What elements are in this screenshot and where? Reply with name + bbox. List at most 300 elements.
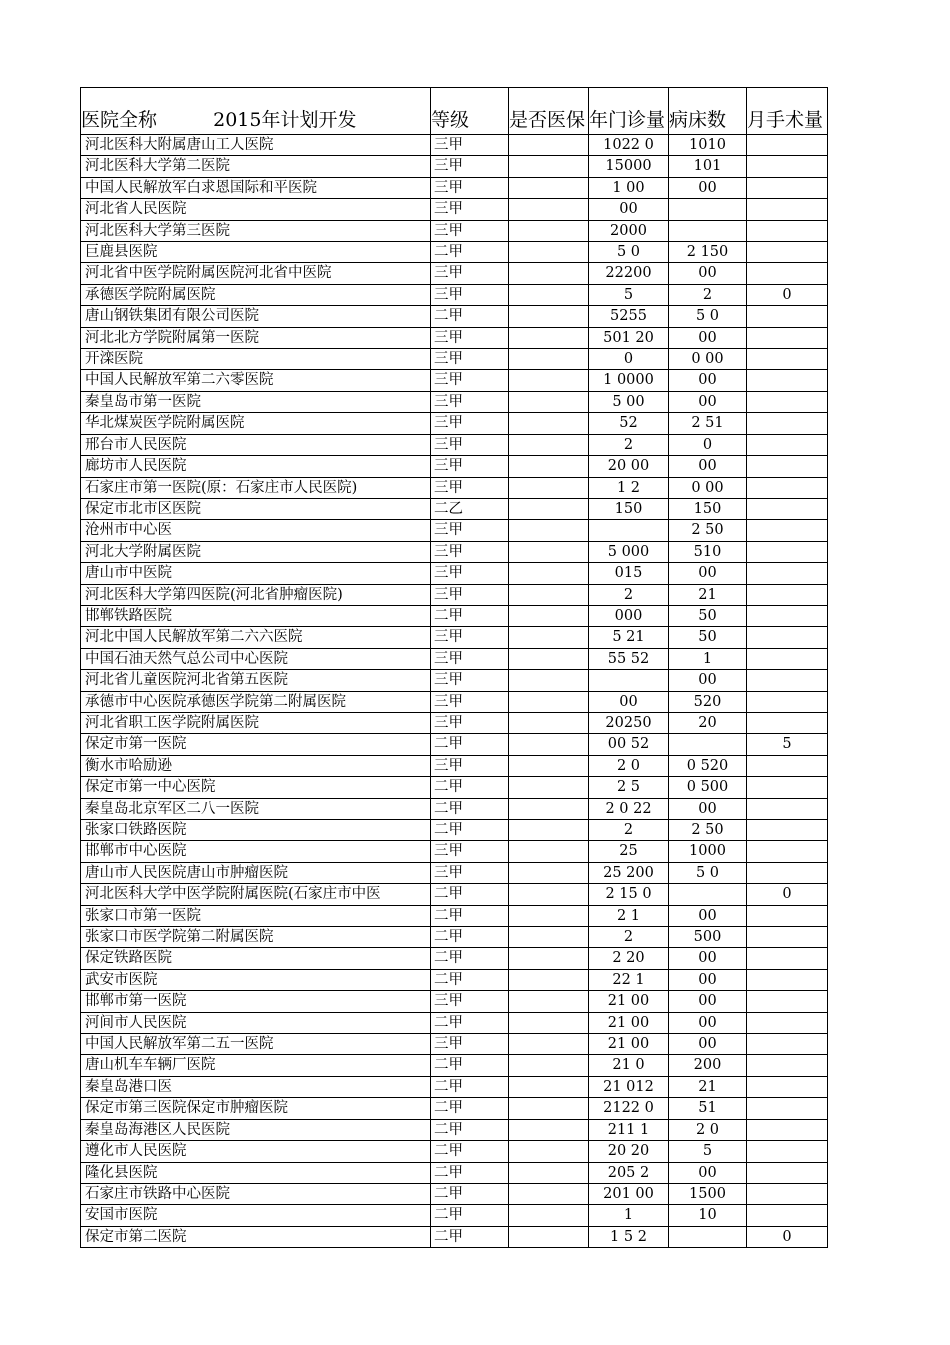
cell-hospital-name[interactable]: 河北省儿童医院河北省第五医院 — [81, 670, 431, 691]
cell-hospital-name[interactable]: 保定市第一医院 — [81, 734, 431, 755]
cell-hospital-name[interactable]: 安国市医院 — [81, 1205, 431, 1226]
cell-grade[interactable]: 三甲 — [431, 199, 509, 220]
cell-beds[interactable]: 00 — [669, 1162, 747, 1183]
cell-outpatient[interactable]: 1022 0 — [589, 135, 669, 156]
cell-outpatient[interactable]: 55 52 — [589, 648, 669, 669]
cell-surgery[interactable] — [747, 434, 828, 455]
cell-grade[interactable]: 三甲 — [431, 691, 509, 712]
cell-beds[interactable]: 50 — [669, 627, 747, 648]
cell-beds[interactable]: 500 — [669, 927, 747, 948]
cell-beds[interactable]: 00 — [669, 263, 747, 284]
cell-beds[interactable]: 00 — [669, 969, 747, 990]
cell-grade[interactable]: 二甲 — [431, 306, 509, 327]
cell-insurance[interactable] — [509, 563, 589, 584]
cell-hospital-name[interactable]: 开滦医院 — [81, 349, 431, 370]
cell-insurance[interactable] — [509, 605, 589, 626]
cell-outpatient[interactable]: 2 — [589, 584, 669, 605]
cell-beds[interactable]: 0 500 — [669, 777, 747, 798]
cell-beds[interactable] — [669, 199, 747, 220]
cell-outpatient[interactable]: 21 00 — [589, 1034, 669, 1055]
cell-surgery[interactable] — [747, 670, 828, 691]
cell-grade[interactable]: 三甲 — [431, 991, 509, 1012]
cell-insurance[interactable] — [509, 456, 589, 477]
cell-beds[interactable]: 5 — [669, 1141, 747, 1162]
cell-grade[interactable]: 二甲 — [431, 777, 509, 798]
cell-beds[interactable] — [669, 734, 747, 755]
cell-beds[interactable]: 1 — [669, 648, 747, 669]
cell-surgery[interactable] — [747, 820, 828, 841]
cell-beds[interactable]: 00 — [669, 1034, 747, 1055]
cell-surgery[interactable] — [747, 969, 828, 990]
cell-grade[interactable]: 二甲 — [431, 969, 509, 990]
cell-grade[interactable]: 二甲 — [431, 734, 509, 755]
cell-outpatient[interactable]: 501 20 — [589, 327, 669, 348]
cell-beds[interactable]: 2 51 — [669, 413, 747, 434]
cell-hospital-name[interactable]: 保定市第二医院 — [81, 1226, 431, 1247]
cell-beds[interactable]: 00 — [669, 563, 747, 584]
cell-surgery[interactable] — [747, 991, 828, 1012]
cell-beds[interactable]: 1000 — [669, 841, 747, 862]
cell-surgery[interactable] — [747, 1076, 828, 1097]
cell-insurance[interactable] — [509, 1012, 589, 1033]
cell-outpatient[interactable]: 150 — [589, 498, 669, 519]
cell-insurance[interactable] — [509, 648, 589, 669]
cell-outpatient[interactable]: 1 5 2 — [589, 1226, 669, 1247]
cell-insurance[interactable] — [509, 370, 589, 391]
cell-hospital-name[interactable]: 邢台市人民医院 — [81, 434, 431, 455]
cell-insurance[interactable] — [509, 306, 589, 327]
cell-insurance[interactable] — [509, 263, 589, 284]
cell-hospital-name[interactable]: 唐山机车车辆厂医院 — [81, 1055, 431, 1076]
cell-grade[interactable]: 二甲 — [431, 242, 509, 263]
cell-hospital-name[interactable]: 石家庄市铁路中心医院 — [81, 1183, 431, 1204]
cell-insurance[interactable] — [509, 927, 589, 948]
cell-beds[interactable]: 0 00 — [669, 477, 747, 498]
cell-surgery[interactable] — [747, 948, 828, 969]
cell-beds[interactable]: 21 — [669, 1076, 747, 1097]
cell-hospital-name[interactable]: 河北北方学院附属第一医院 — [81, 327, 431, 348]
cell-grade[interactable]: 二甲 — [431, 605, 509, 626]
cell-grade[interactable]: 三甲 — [431, 670, 509, 691]
cell-surgery[interactable] — [747, 755, 828, 776]
cell-grade[interactable]: 二甲 — [431, 1055, 509, 1076]
cell-outpatient[interactable]: 2 5 — [589, 777, 669, 798]
cell-hospital-name[interactable]: 中国人民解放军第二六零医院 — [81, 370, 431, 391]
cell-outpatient[interactable]: 00 — [589, 199, 669, 220]
cell-outpatient[interactable]: 5 21 — [589, 627, 669, 648]
cell-surgery[interactable] — [747, 1098, 828, 1119]
cell-beds[interactable]: 101 — [669, 156, 747, 177]
cell-outpatient[interactable]: 2 — [589, 820, 669, 841]
cell-insurance[interactable] — [509, 584, 589, 605]
cell-insurance[interactable] — [509, 520, 589, 541]
cell-grade[interactable]: 二乙 — [431, 498, 509, 519]
cell-outpatient[interactable]: 015 — [589, 563, 669, 584]
cell-beds[interactable]: 1500 — [669, 1183, 747, 1204]
cell-hospital-name[interactable]: 唐山市人民医院唐山市肿瘤医院 — [81, 862, 431, 883]
cell-grade[interactable]: 三甲 — [431, 541, 509, 562]
cell-surgery[interactable] — [747, 862, 828, 883]
cell-insurance[interactable] — [509, 349, 589, 370]
cell-beds[interactable]: 200 — [669, 1055, 747, 1076]
cell-hospital-name[interactable]: 华北煤炭医学院附属医院 — [81, 413, 431, 434]
cell-grade[interactable]: 二甲 — [431, 820, 509, 841]
cell-surgery[interactable] — [747, 370, 828, 391]
cell-grade[interactable]: 二甲 — [431, 1012, 509, 1033]
cell-insurance[interactable] — [509, 969, 589, 990]
header-insurance[interactable] — [509, 88, 589, 135]
cell-beds[interactable] — [669, 220, 747, 241]
cell-surgery[interactable] — [747, 563, 828, 584]
cell-hospital-name[interactable]: 保定市第三医院保定市肿瘤医院 — [81, 1098, 431, 1119]
cell-hospital-name[interactable]: 秦皇岛北京军区二八一医院 — [81, 798, 431, 819]
cell-grade[interactable]: 三甲 — [431, 520, 509, 541]
cell-hospital-name[interactable]: 廊坊市人民医院 — [81, 456, 431, 477]
cell-beds[interactable]: 00 — [669, 370, 747, 391]
cell-outpatient[interactable]: 1 00 — [589, 177, 669, 198]
cell-outpatient[interactable]: 2 — [589, 434, 669, 455]
cell-insurance[interactable] — [509, 777, 589, 798]
cell-hospital-name[interactable]: 河北省中医学院附属医院河北省中医院 — [81, 263, 431, 284]
cell-surgery[interactable] — [747, 306, 828, 327]
cell-insurance[interactable] — [509, 670, 589, 691]
cell-grade[interactable]: 三甲 — [431, 627, 509, 648]
cell-beds[interactable]: 20 — [669, 712, 747, 733]
cell-hospital-name[interactable]: 河北医科大学第二医院 — [81, 156, 431, 177]
cell-grade[interactable]: 三甲 — [431, 177, 509, 198]
cell-hospital-name[interactable]: 中国人民解放军白求恩国际和平医院 — [81, 177, 431, 198]
cell-hospital-name[interactable]: 河北医科大学第四医院(河北省肿瘤医院) — [81, 584, 431, 605]
cell-surgery[interactable] — [747, 1141, 828, 1162]
cell-outpatient[interactable]: 2 0 22 — [589, 798, 669, 819]
cell-outpatient[interactable]: 201 00 — [589, 1183, 669, 1204]
cell-insurance[interactable] — [509, 1076, 589, 1097]
cell-surgery[interactable] — [747, 1012, 828, 1033]
cell-surgery[interactable] — [747, 498, 828, 519]
cell-hospital-name[interactable]: 保定市第一中心医院 — [81, 777, 431, 798]
cell-beds[interactable]: 00 — [669, 905, 747, 926]
cell-insurance[interactable] — [509, 841, 589, 862]
cell-surgery[interactable] — [747, 520, 828, 541]
cell-beds[interactable]: 00 — [669, 670, 747, 691]
cell-beds[interactable]: 00 — [669, 1012, 747, 1033]
cell-grade[interactable]: 三甲 — [431, 712, 509, 733]
cell-insurance[interactable] — [509, 1098, 589, 1119]
cell-hospital-name[interactable]: 武安市医院 — [81, 969, 431, 990]
cell-outpatient[interactable]: 22200 — [589, 263, 669, 284]
cell-outpatient[interactable]: 00 — [589, 691, 669, 712]
cell-surgery[interactable] — [747, 541, 828, 562]
cell-outpatient[interactable]: 21 012 — [589, 1076, 669, 1097]
cell-beds[interactable]: 2 150 — [669, 242, 747, 263]
cell-grade[interactable]: 二甲 — [431, 1226, 509, 1247]
cell-hospital-name[interactable]: 遵化市人民医院 — [81, 1141, 431, 1162]
cell-surgery[interactable] — [747, 391, 828, 412]
cell-beds[interactable]: 2 50 — [669, 520, 747, 541]
cell-beds[interactable]: 520 — [669, 691, 747, 712]
cell-hospital-name[interactable]: 河北省职工医学院附属医院 — [81, 712, 431, 733]
cell-beds[interactable]: 50 — [669, 605, 747, 626]
cell-grade[interactable]: 二甲 — [431, 905, 509, 926]
cell-grade[interactable]: 三甲 — [431, 327, 509, 348]
cell-outpatient[interactable]: 2 20 — [589, 948, 669, 969]
cell-grade[interactable]: 三甲 — [431, 413, 509, 434]
cell-outpatient[interactable]: 21 00 — [589, 991, 669, 1012]
header-outpatient[interactable] — [589, 88, 669, 135]
cell-hospital-name[interactable]: 唐山市中医院 — [81, 563, 431, 584]
cell-surgery[interactable] — [747, 1162, 828, 1183]
cell-insurance[interactable] — [509, 1119, 589, 1140]
cell-insurance[interactable] — [509, 905, 589, 926]
cell-hospital-name[interactable]: 秦皇岛港口医 — [81, 1076, 431, 1097]
cell-outpatient[interactable]: 2 0 — [589, 755, 669, 776]
cell-hospital-name[interactable]: 张家口铁路医院 — [81, 820, 431, 841]
cell-outpatient[interactable]: 1 — [589, 1205, 669, 1226]
cell-beds[interactable]: 10 — [669, 1205, 747, 1226]
cell-grade[interactable]: 二甲 — [431, 927, 509, 948]
cell-surgery[interactable] — [747, 263, 828, 284]
cell-outpatient[interactable]: 2 15 0 — [589, 884, 669, 905]
cell-beds[interactable]: 5 0 — [669, 306, 747, 327]
cell-insurance[interactable] — [509, 135, 589, 156]
header-grade[interactable] — [431, 88, 509, 135]
cell-insurance[interactable] — [509, 156, 589, 177]
cell-beds[interactable]: 2 0 — [669, 1119, 747, 1140]
cell-hospital-name[interactable]: 张家口市医学院第二附属医院 — [81, 927, 431, 948]
cell-hospital-name[interactable]: 河北省人民医院 — [81, 199, 431, 220]
cell-surgery[interactable] — [747, 327, 828, 348]
cell-insurance[interactable] — [509, 884, 589, 905]
cell-hospital-name[interactable]: 石家庄市第一医院(原：石家庄市人民医院) — [81, 477, 431, 498]
cell-insurance[interactable] — [509, 1205, 589, 1226]
cell-outpatient[interactable]: 205 2 — [589, 1162, 669, 1183]
cell-insurance[interactable] — [509, 820, 589, 841]
cell-outpatient[interactable] — [589, 670, 669, 691]
cell-grade[interactable]: 三甲 — [431, 1034, 509, 1055]
cell-insurance[interactable] — [509, 327, 589, 348]
cell-hospital-name[interactable]: 邯郸市第一医院 — [81, 991, 431, 1012]
cell-beds[interactable]: 150 — [669, 498, 747, 519]
cell-grade[interactable]: 三甲 — [431, 648, 509, 669]
cell-outpatient[interactable]: 2000 — [589, 220, 669, 241]
cell-hospital-name[interactable]: 承德医学院附属医院 — [81, 284, 431, 305]
cell-insurance[interactable] — [509, 177, 589, 198]
cell-beds[interactable]: 2 — [669, 284, 747, 305]
cell-outpatient[interactable]: 5 00 — [589, 391, 669, 412]
cell-outpatient[interactable]: 2 — [589, 927, 669, 948]
cell-outpatient[interactable]: 5 0 — [589, 242, 669, 263]
cell-insurance[interactable] — [509, 284, 589, 305]
cell-hospital-name[interactable]: 巨鹿县医院 — [81, 242, 431, 263]
cell-surgery[interactable] — [747, 349, 828, 370]
cell-hospital-name[interactable]: 隆化县医院 — [81, 1162, 431, 1183]
cell-surgery[interactable] — [747, 242, 828, 263]
cell-grade[interactable]: 三甲 — [431, 862, 509, 883]
cell-hospital-name[interactable]: 唐山钢铁集团有限公司医院 — [81, 306, 431, 327]
cell-beds[interactable]: 0 520 — [669, 755, 747, 776]
cell-grade[interactable]: 三甲 — [431, 370, 509, 391]
cell-hospital-name[interactable]: 保定铁路医院 — [81, 948, 431, 969]
cell-grade[interactable]: 二甲 — [431, 1205, 509, 1226]
cell-outpatient[interactable]: 20 00 — [589, 456, 669, 477]
cell-surgery[interactable]: 0 — [747, 1226, 828, 1247]
cell-outpatient[interactable]: 52 — [589, 413, 669, 434]
cell-surgery[interactable] — [747, 841, 828, 862]
cell-surgery[interactable] — [747, 584, 828, 605]
cell-surgery[interactable] — [747, 777, 828, 798]
cell-grade[interactable]: 三甲 — [431, 156, 509, 177]
cell-hospital-name[interactable]: 秦皇岛市第一医院 — [81, 391, 431, 412]
cell-beds[interactable]: 00 — [669, 948, 747, 969]
cell-hospital-name[interactable]: 河北中国人民解放军第二六六医院 — [81, 627, 431, 648]
cell-beds[interactable] — [669, 1226, 747, 1247]
cell-surgery[interactable]: 0 — [747, 284, 828, 305]
cell-surgery[interactable] — [747, 1034, 828, 1055]
header-beds[interactable] — [669, 88, 747, 135]
cell-outpatient[interactable]: 00 52 — [589, 734, 669, 755]
cell-outpatient[interactable]: 5255 — [589, 306, 669, 327]
cell-grade[interactable]: 二甲 — [431, 1162, 509, 1183]
cell-insurance[interactable] — [509, 199, 589, 220]
cell-insurance[interactable] — [509, 242, 589, 263]
cell-outpatient[interactable]: 0 — [589, 349, 669, 370]
cell-insurance[interactable] — [509, 541, 589, 562]
cell-outpatient[interactable]: 000 — [589, 605, 669, 626]
cell-beds[interactable]: 00 — [669, 391, 747, 412]
cell-outpatient[interactable]: 1 0000 — [589, 370, 669, 391]
cell-hospital-name[interactable]: 保定市北市区医院 — [81, 498, 431, 519]
cell-outpatient[interactable]: 21 00 — [589, 1012, 669, 1033]
cell-grade[interactable]: 三甲 — [431, 391, 509, 412]
cell-insurance[interactable] — [509, 862, 589, 883]
cell-beds[interactable]: 00 — [669, 798, 747, 819]
cell-insurance[interactable] — [509, 755, 589, 776]
cell-outpatient[interactable]: 5 — [589, 284, 669, 305]
cell-surgery[interactable] — [747, 156, 828, 177]
cell-grade[interactable]: 二甲 — [431, 798, 509, 819]
cell-surgery[interactable]: 0 — [747, 884, 828, 905]
cell-outpatient[interactable]: 21 0 — [589, 1055, 669, 1076]
cell-surgery[interactable] — [747, 220, 828, 241]
cell-grade[interactable]: 三甲 — [431, 434, 509, 455]
cell-grade[interactable]: 三甲 — [431, 456, 509, 477]
cell-surgery[interactable] — [747, 648, 828, 669]
cell-insurance[interactable] — [509, 477, 589, 498]
cell-hospital-name[interactable]: 邯郸铁路医院 — [81, 605, 431, 626]
cell-beds[interactable]: 0 00 — [669, 349, 747, 370]
cell-outpatient[interactable]: 211 1 — [589, 1119, 669, 1140]
cell-insurance[interactable] — [509, 734, 589, 755]
cell-insurance[interactable] — [509, 1162, 589, 1183]
cell-grade[interactable]: 三甲 — [431, 477, 509, 498]
cell-insurance[interactable] — [509, 498, 589, 519]
cell-grade[interactable]: 二甲 — [431, 1076, 509, 1097]
cell-surgery[interactable] — [747, 1119, 828, 1140]
cell-outpatient[interactable]: 2122 0 — [589, 1098, 669, 1119]
cell-beds[interactable]: 21 — [669, 584, 747, 605]
cell-surgery[interactable]: 5 — [747, 734, 828, 755]
cell-grade[interactable]: 三甲 — [431, 584, 509, 605]
cell-outpatient[interactable]: 20250 — [589, 712, 669, 733]
cell-surgery[interactable] — [747, 627, 828, 648]
cell-insurance[interactable] — [509, 991, 589, 1012]
cell-surgery[interactable] — [747, 1183, 828, 1204]
cell-outpatient[interactable]: 20 20 — [589, 1141, 669, 1162]
cell-outpatient[interactable]: 15000 — [589, 156, 669, 177]
cell-surgery[interactable] — [747, 413, 828, 434]
cell-insurance[interactable] — [509, 391, 589, 412]
cell-beds[interactable]: 1010 — [669, 135, 747, 156]
cell-surgery[interactable] — [747, 177, 828, 198]
cell-grade[interactable]: 三甲 — [431, 220, 509, 241]
cell-insurance[interactable] — [509, 1141, 589, 1162]
cell-outpatient[interactable] — [589, 520, 669, 541]
cell-surgery[interactable] — [747, 798, 828, 819]
cell-hospital-name[interactable]: 张家口市第一医院 — [81, 905, 431, 926]
cell-insurance[interactable] — [509, 1183, 589, 1204]
cell-insurance[interactable] — [509, 1226, 589, 1247]
cell-hospital-name[interactable]: 秦皇岛海港区人民医院 — [81, 1119, 431, 1140]
cell-insurance[interactable] — [509, 434, 589, 455]
cell-hospital-name[interactable]: 中国石油天然气总公司中心医院 — [81, 648, 431, 669]
cell-surgery[interactable] — [747, 1205, 828, 1226]
cell-grade[interactable]: 三甲 — [431, 284, 509, 305]
cell-insurance[interactable] — [509, 948, 589, 969]
cell-beds[interactable]: 00 — [669, 177, 747, 198]
cell-surgery[interactable] — [747, 1055, 828, 1076]
cell-grade[interactable]: 三甲 — [431, 755, 509, 776]
cell-insurance[interactable] — [509, 413, 589, 434]
cell-outpatient[interactable]: 2 1 — [589, 905, 669, 926]
cell-hospital-name[interactable]: 沧州市中心医 — [81, 520, 431, 541]
cell-surgery[interactable] — [747, 199, 828, 220]
cell-insurance[interactable] — [509, 798, 589, 819]
cell-hospital-name[interactable]: 中国人民解放军第二五一医院 — [81, 1034, 431, 1055]
cell-surgery[interactable] — [747, 477, 828, 498]
cell-grade[interactable]: 二甲 — [431, 1183, 509, 1204]
cell-outpatient[interactable]: 25 200 — [589, 862, 669, 883]
cell-grade[interactable]: 三甲 — [431, 563, 509, 584]
cell-beds[interactable]: 00 — [669, 327, 747, 348]
cell-insurance[interactable] — [509, 712, 589, 733]
cell-beds[interactable]: 510 — [669, 541, 747, 562]
cell-surgery[interactable] — [747, 905, 828, 926]
cell-outpatient[interactable]: 25 — [589, 841, 669, 862]
cell-surgery[interactable] — [747, 927, 828, 948]
cell-grade[interactable]: 三甲 — [431, 349, 509, 370]
cell-surgery[interactable] — [747, 712, 828, 733]
cell-beds[interactable]: 2 50 — [669, 820, 747, 841]
cell-surgery[interactable] — [747, 135, 828, 156]
cell-beds[interactable]: 00 — [669, 456, 747, 477]
cell-outpatient[interactable]: 5 000 — [589, 541, 669, 562]
cell-beds[interactable]: 0 — [669, 434, 747, 455]
cell-insurance[interactable] — [509, 1055, 589, 1076]
cell-beds[interactable]: 5 0 — [669, 862, 747, 883]
cell-surgery[interactable] — [747, 605, 828, 626]
cell-hospital-name[interactable]: 河间市人民医院 — [81, 1012, 431, 1033]
cell-hospital-name[interactable]: 河北医科大学第三医院 — [81, 220, 431, 241]
cell-hospital-name[interactable]: 邯郸市中心医院 — [81, 841, 431, 862]
cell-hospital-name[interactable]: 河北医科大学中医学院附属医院(石家庄市中医 — [81, 884, 431, 905]
cell-surgery[interactable] — [747, 691, 828, 712]
header-surgery[interactable] — [747, 88, 828, 135]
cell-grade[interactable]: 三甲 — [431, 135, 509, 156]
cell-grade[interactable]: 二甲 — [431, 1141, 509, 1162]
cell-beds[interactable]: 00 — [669, 991, 747, 1012]
cell-grade[interactable]: 二甲 — [431, 1119, 509, 1140]
cell-beds[interactable] — [669, 884, 747, 905]
